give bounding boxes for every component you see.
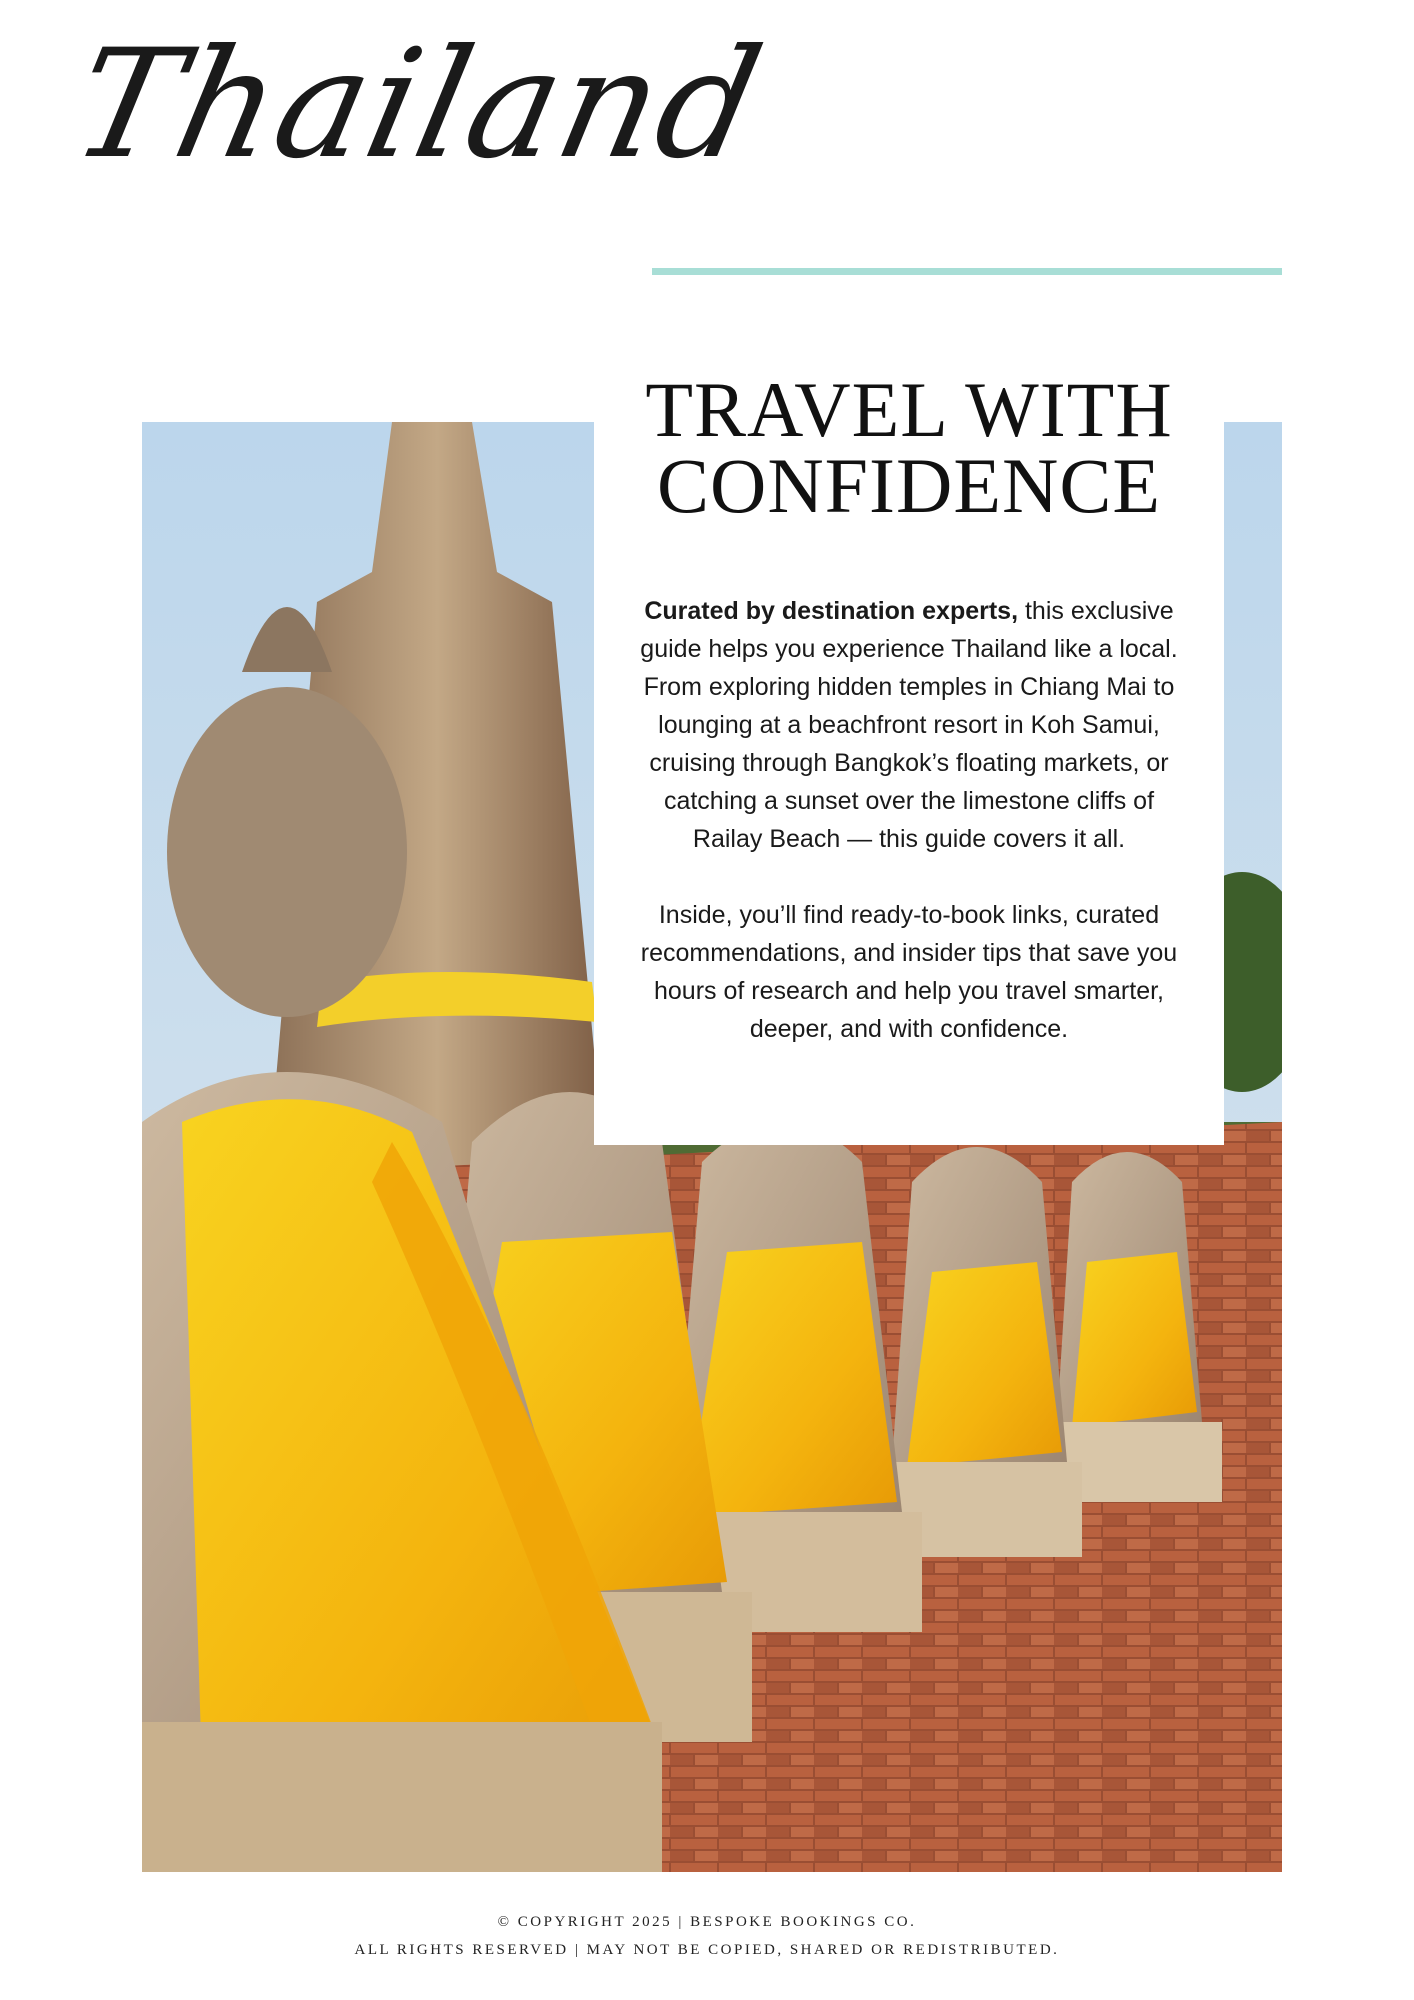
script-title: Thailand <box>59 18 777 192</box>
intro-card <box>594 366 1224 1145</box>
accent-line-bar <box>652 268 1282 275</box>
intro-paragraph <box>594 592 1224 858</box>
intro-lead: Curated by destination experts, <box>644 597 1019 625</box>
rights-line: ALL RIGHTS RESERVED | MAY NOT BE COPIED, SHARED OR REDISTRIBUTED. <box>354 1942 1060 1958</box>
intro-paragraph-text: this exclusive guide helps you experience Thailand like a local. From exploring hidden temples in Chiang Mai to lounging at a beachfront resort in Koh Samui, cruising through Bangkok’s floating markets, or catching a sunset over the limestone cliffs of Railay Beach — this guide covers it all. <box>640 597 1178 853</box>
accent-line <box>652 268 1282 275</box>
inside-paragraph: Inside, you’ll find ready-to-book links, curated recommendations, and insider tips that save you hours of research and help you travel smarter, deeper, and with confidence. <box>640 901 1178 1043</box>
copyright-line: © COPYRIGHT 2025 | BESPOKE BOOKINGS CO. <box>497 1914 917 1930</box>
card-heading-line-1: TRAVEL WITH <box>645 366 1173 453</box>
card-heading-line-2: CONFIDENCE <box>656 442 1161 529</box>
card-heading <box>594 366 1224 529</box>
